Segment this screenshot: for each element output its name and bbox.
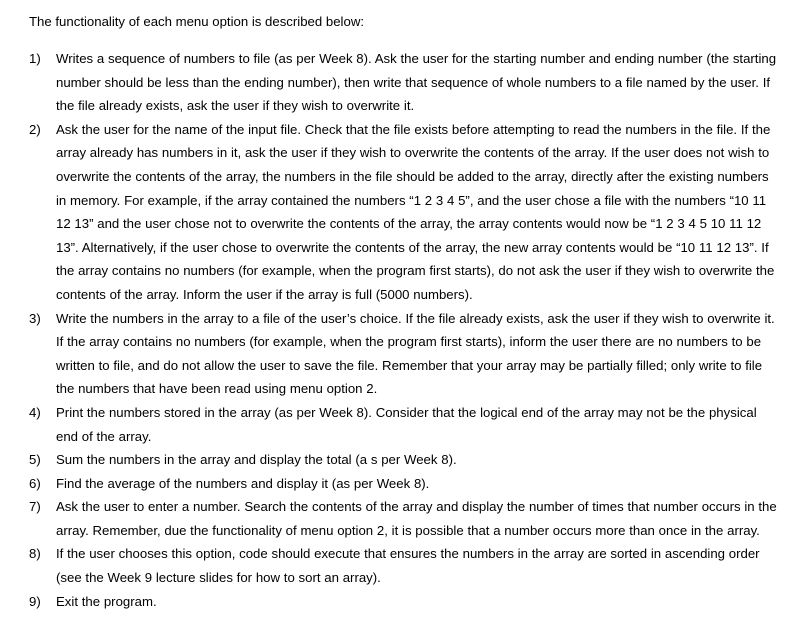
menu-option-4 [0,401,786,448]
option-description: Write the numbers in the array to a file of the user’s choice. If the file already exists, ask the user if they wish to overwrite it. If the array contains no numbers (for example, when the program first starts), inform the user there are no numbers to be written to file, and do not allow the user to save the file. Remember that your array may be partially filled; only write to file the numbers that have been read using menu option 2. [56,310,775,397]
option-description: Ask the user for the name of the input file. Check that the file exists before attempting to read the numbers in the file. If the array already has numbers in it, ask the user if they wish to overwrite the contents of the array. If the user does not wish to overwrite the contents of the array, the numbers in the file should be added to the array, directly after the existing numbers in memory. For example, if the array contained the numbers “1 2 3 4 5”, and the user chose a file with the numbers “10 11 12 13” and the user chose not to overwrite the contents of the array, the array contents would now be “1 2 3 4 5 10 11 12 13”. Alternatively, if the user chose to overwrite the contents of the array, the new array contents would be “10 11 12 13”. If the array contains no numbers (for example, when the program first starts), do not ask the user if they wish to overwrite the contents of the array. Inform the user if the array is full (5000 numbers). [56,121,775,302]
option-description: Print the numbers stored in the array (as per Week 8). Consider that the logical end of the array may not be the physical end of the array. [56,404,757,444]
menu-options-list [0,47,786,613]
menu-option-5 [0,448,786,472]
menu-option-3 [0,307,786,401]
option-number: 4) [29,404,41,420]
option-number: 5) [29,452,41,468]
option-description: If the user chooses this option, code should execute that ensures the numbers in the array are sorted in ascending order (see the Week 9 lecture slides for how to sort an array). [56,546,760,586]
option-number: 3) [29,310,41,326]
option-number: 9) [29,593,41,609]
option-number: 8) [29,546,41,562]
menu-option-1 [0,47,786,118]
option-number: 7) [29,499,41,515]
option-number: 6) [29,475,41,491]
option-number: 1) [29,51,41,66]
option-description: Sum the numbers in the array and display the total (a s per Week 8). [56,452,457,468]
menu-option-7 [0,495,786,542]
menu-option-9 [0,590,786,614]
menu-option-8 [0,542,786,589]
menu-option-6 [0,472,786,496]
menu-option-2 [0,118,786,307]
option-description: Writes a sequence of numbers to file (as per Week 8). Ask the user for the starting number and ending number (the starting number should be less than the ending number), then write that sequence of whole numbers to a file named by the user. If the file already exists, ask the user if they wish to overwrite it. [56,51,777,114]
intro-text: The functionality of each menu option is described below: [29,14,365,29]
option-number: 2) [29,121,41,137]
option-description: Exit the program. [56,593,157,609]
option-description: Ask the user to enter a number. Search the contents of the array and display the number of times that number occurs in the array. Remember, due the functionality of menu option 2, it is possible that a number occurs more than once in the array. [56,499,777,538]
option-description: Find the average of the numbers and display it (as per Week 8). [56,475,430,491]
